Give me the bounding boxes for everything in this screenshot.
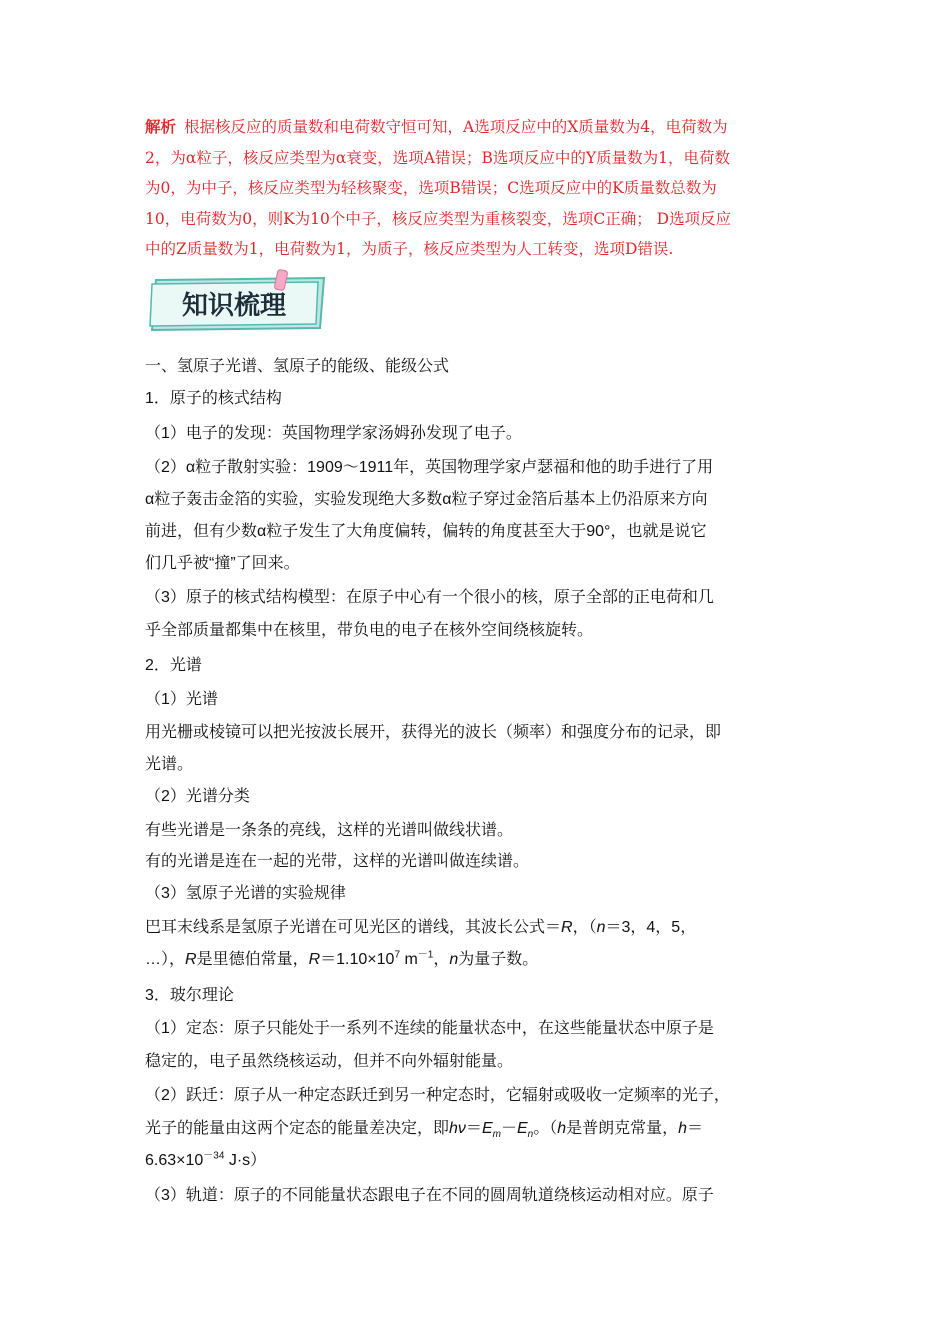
analysis-line: 中的Z质量数为1，电荷数为1，为质子，核反应类型为人工转变，选项D错误. (145, 240, 674, 259)
formula-subscript: n (527, 1129, 534, 1141)
paragraph-line: 们几乎被“撞”了回来。 (145, 555, 300, 572)
formula-text: m (400, 951, 418, 968)
formula-line (145, 1115, 704, 1141)
analysis-text: 根据核反应的质量数和电荷数守恒可知，A选项反应中的X质量数为4，电荷数为 (184, 118, 728, 136)
formula-exponent: －1 (417, 949, 434, 961)
analysis-line: 2，为α粒子，核反应类型为α衰变，选项A错误；B选项反应中的Y质量数为1，电荷数 (145, 148, 730, 167)
formula-line (145, 1147, 266, 1170)
formula-exponent: 7 (394, 949, 401, 961)
analysis-line (145, 112, 810, 143)
paragraph-line: （2）α粒子散射实验：1909～1911年，英国物理学家卢瑟福和他的助手进行了用 (145, 459, 714, 476)
formula-text: 是普朗克常量， (566, 1120, 679, 1137)
analysis-label: 解析 (145, 117, 177, 136)
paragraph-line: （2）跃迁：原子从一种定态跃迁到另一种定态时，它辐射或吸收一定频率的光子， (145, 1087, 730, 1104)
formula-text: ， (433, 951, 450, 968)
knowledge-badge (148, 268, 328, 336)
paragraph-line: （3）氢原子光谱的实验规律 (145, 885, 346, 902)
analysis-block (145, 112, 810, 265)
paragraph-line: （3）轨道：原子的不同能量状态跟电子在不同的圆周轨道绕核运动相对应。原子 (145, 1187, 714, 1204)
formula-text: 为量子数。 (458, 951, 539, 968)
formula-text: － (500, 1120, 517, 1137)
formula-var: h (557, 1120, 567, 1137)
badge-title: 知识梳理 (181, 291, 287, 321)
paragraph-line: 有些光谱是一条条的亮线，这样的光谱叫做线状谱。 (145, 822, 514, 839)
formula-text: ，（ (572, 919, 597, 936)
formula-text: …）， (145, 951, 186, 968)
formula-text: ＝3，4，5， (605, 919, 697, 936)
formula-var: n (449, 951, 459, 968)
formula-var: h (678, 1120, 688, 1137)
paragraph-line: 前进，但有少数α粒子发生了大角度偏转，偏转的角度甚至大于90°，也就是说它 (145, 523, 707, 540)
paragraph-line: α粒子轰击金箔的实验，实验发现绝大多数α粒子穿过金箔后基本上仍沿原来方向 (145, 491, 708, 508)
formula-text: 。（ (533, 1120, 558, 1137)
paragraph-line: 乎全部质量都集中在核里，带负电的电子在核外空间绕核旋转。 (145, 622, 594, 639)
formula-text: ＝ (465, 1120, 482, 1137)
analysis-line: 10，电荷数为0，则K为10个中子，核反应类型为重核裂变，选项C正确； D选项反应 (145, 209, 732, 228)
subsection-heading: 2．光谱 (145, 657, 202, 674)
formula-var: hν (449, 1120, 466, 1137)
subsection-heading: 1．原子的核式结构 (145, 390, 282, 407)
paragraph-line: 有的光谱是连在一起的光带，这样的光谱叫做连续谱。 (145, 853, 530, 870)
paragraph-line: （3）原子的核式结构模型：在原子中心有一个很小的核，原子全部的正电荷和几 (145, 589, 714, 606)
formula-text: ＝ (687, 1120, 704, 1137)
formula-var: E (516, 1120, 528, 1137)
formula-text: 光子的能量由这两个定态的能量差决定，即 (145, 1120, 450, 1137)
paragraph-line: 用光栅或棱镜可以把光按波长展开，获得光的波长（频率）和强度分布的记录，即 (145, 724, 722, 741)
formula-text: 6.63×10 (145, 1152, 204, 1169)
formula-var: E (481, 1120, 493, 1137)
paragraph-line: 稳定的，电子虽然绕核运动，但并不向外辐射能量。 (145, 1053, 514, 1070)
formula-subscript: m (492, 1129, 501, 1141)
paragraph-line: （1）光谱 (145, 691, 218, 708)
formula-text: 巴耳末线系是氢原子光谱在可见光区的谱线，其波长公式＝ (145, 919, 562, 936)
formula-var: n (596, 919, 606, 936)
formula-var: R (185, 951, 197, 968)
formula-text: 是里德伯常量， (196, 951, 309, 968)
paragraph-line: （2）光谱分类 (145, 788, 250, 805)
paragraph-line: （1）电子的发现：英国物理学家汤姆孙发现了电子。 (145, 425, 522, 442)
formula-line (145, 946, 538, 969)
paragraph-line: （1）定态：原子只能处于一系列不连续的能量状态中，在这些能量状态中原子是 (145, 1020, 714, 1037)
formula-var: R (561, 919, 573, 936)
formula-text: J·s） (224, 1152, 267, 1169)
analysis-line: 为0，为中子，核反应类型为轻核聚变，选项B错误；C选项反应中的K质量数总数为 (145, 179, 717, 198)
formula-line (145, 914, 696, 937)
section-heading: 一、氢原子光谱、氢原子的能级、能级公式 (145, 358, 450, 375)
subsection-heading: 3．玻尔理论 (145, 987, 234, 1004)
formula-exponent: －34 (203, 1150, 225, 1162)
paragraph-line: 光谱。 (145, 756, 194, 773)
formula-var: R (308, 951, 321, 968)
formula-text: ＝1.10×10 (320, 951, 395, 968)
